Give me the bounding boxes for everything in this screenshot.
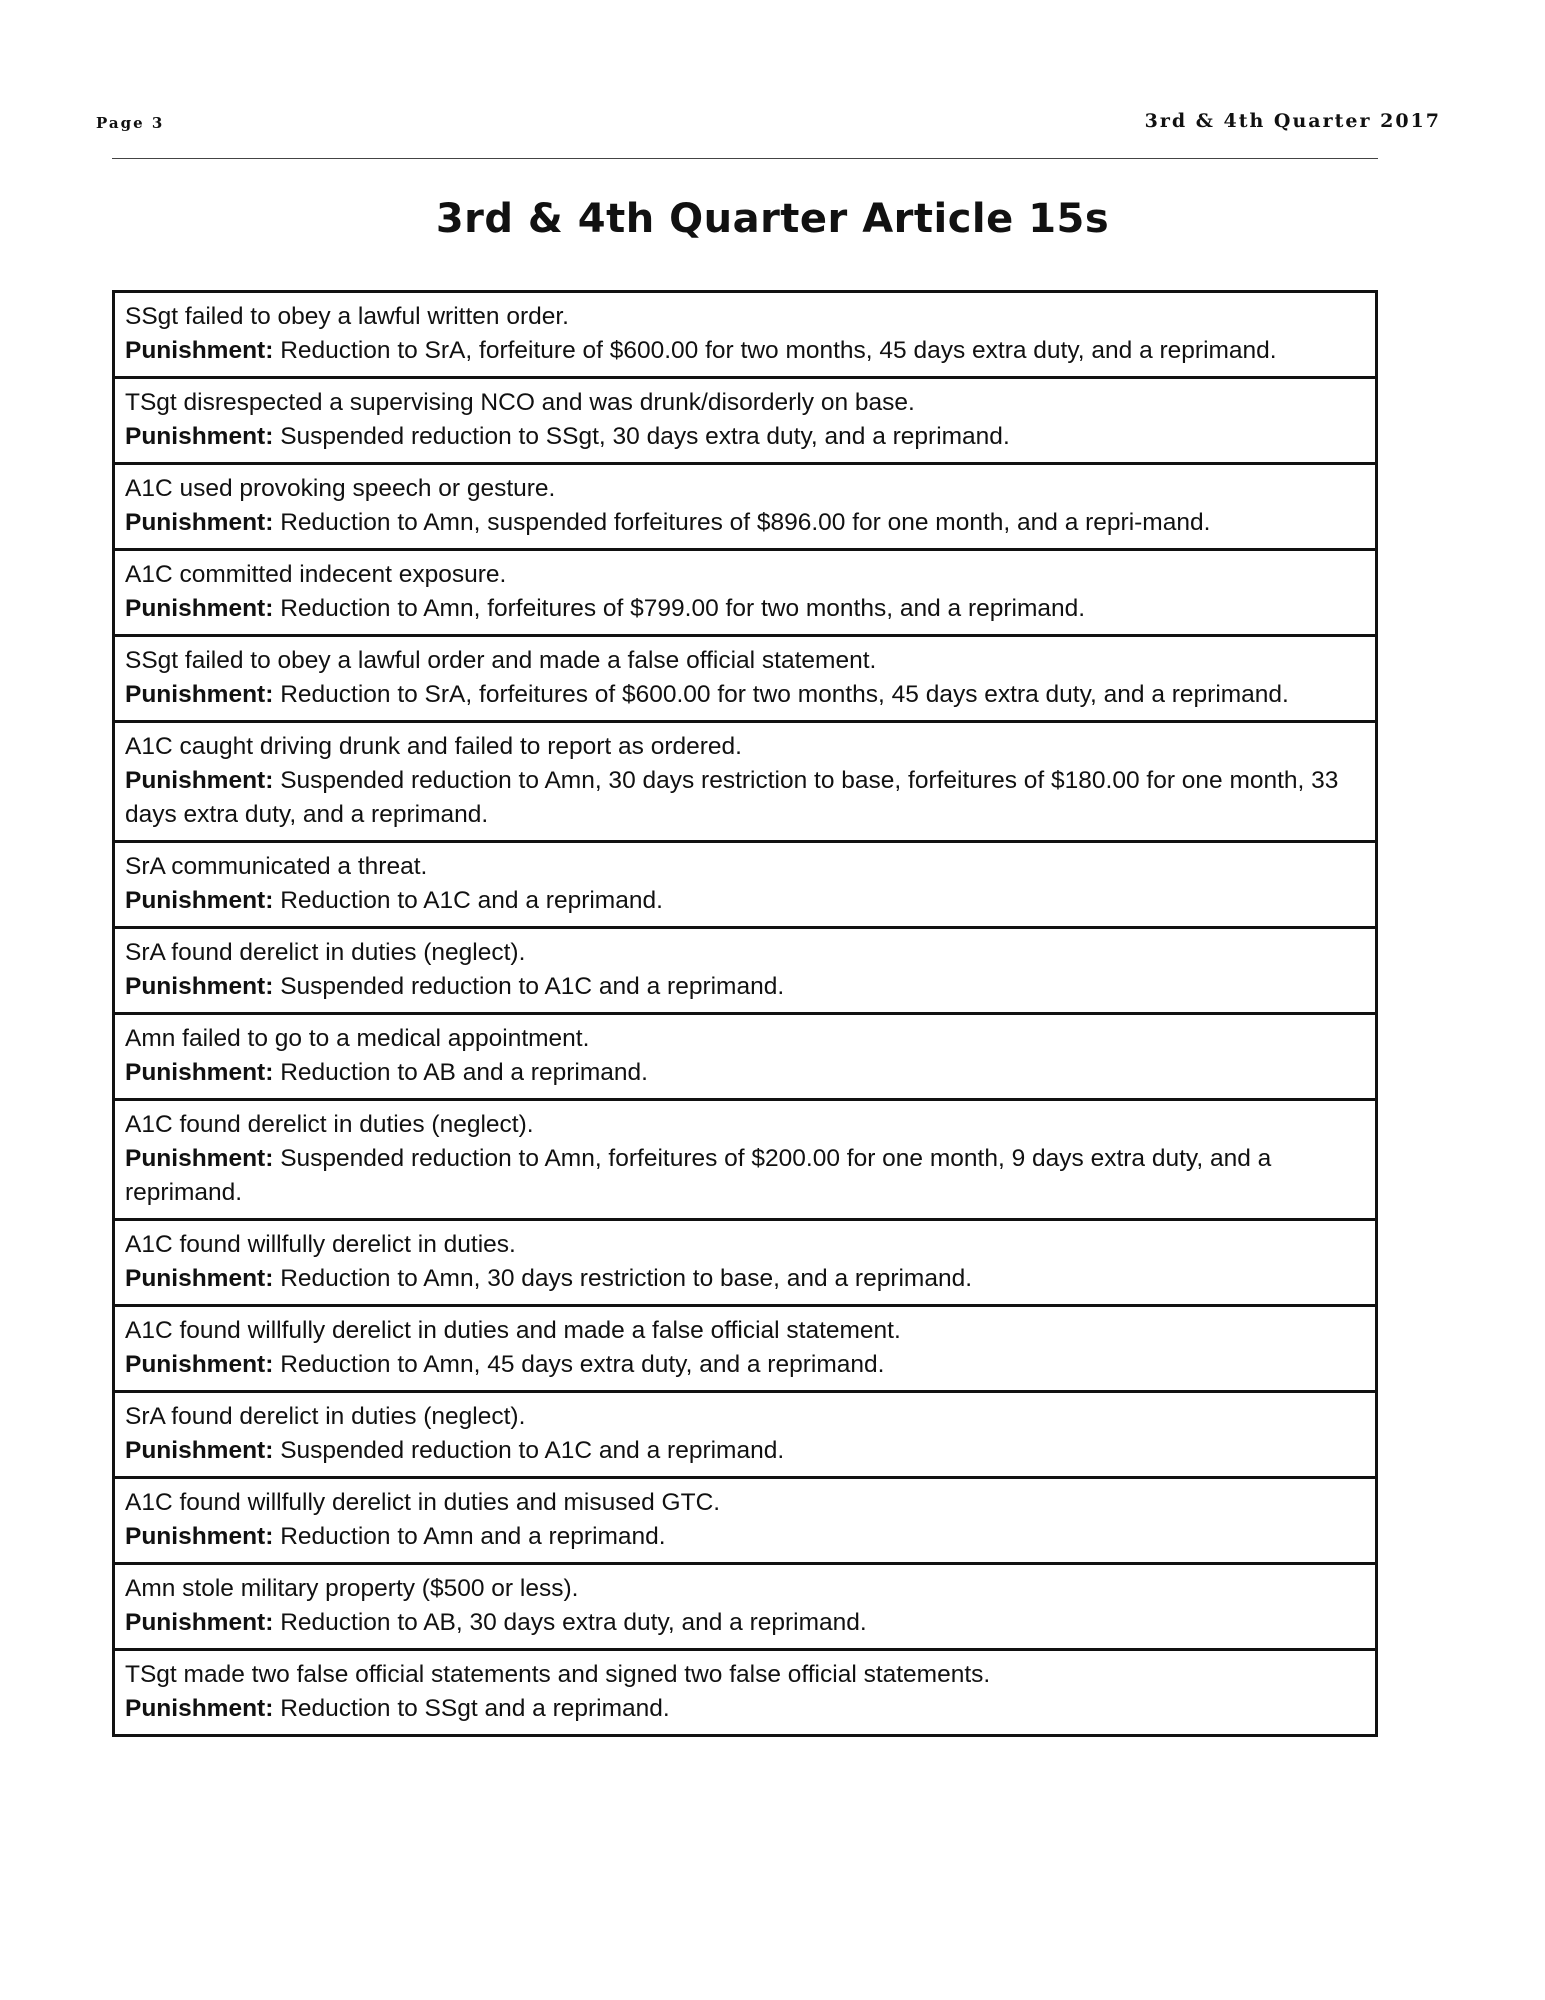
table-row bbox=[115, 551, 1375, 637]
offense-text: SrA communicated a threat. bbox=[125, 853, 428, 880]
punishment-text: Reduction to SSgt and a reprimand. bbox=[280, 1695, 670, 1722]
table-row bbox=[115, 929, 1375, 1015]
punishment-text: Reduction to AB, 30 days extra duty, and a reprimand. bbox=[280, 1609, 867, 1636]
table-row bbox=[115, 843, 1375, 929]
offense-text: A1C used provoking speech or gesture. bbox=[125, 475, 556, 502]
table-row bbox=[115, 637, 1375, 723]
punishment-text: Reduction to SrA, forfeiture of $600.00 for two months, 45 days extra duty, and a reprimand. bbox=[280, 337, 1277, 364]
offense-text: TSgt made two false official statements and signed two false official statements. bbox=[125, 1661, 991, 1688]
offense-text: A1C committed indecent exposure. bbox=[125, 561, 507, 588]
offense-text: Amn failed to go to a medical appointment. bbox=[125, 1025, 590, 1052]
table-row bbox=[115, 293, 1375, 379]
page-header bbox=[96, 110, 1441, 142]
offense-text: A1C found willfully derelict in duties and made a false official statement. bbox=[125, 1317, 901, 1344]
offense-text: A1C found willfully derelict in duties. bbox=[125, 1231, 516, 1258]
punishment-label: Punishment: bbox=[125, 1523, 274, 1550]
punishment-text: Reduction to Amn and a reprimand. bbox=[280, 1523, 666, 1550]
punishment-text: Reduction to Amn, forfeitures of $799.00 for two months, and a reprimand. bbox=[280, 595, 1086, 622]
punishment-label: Punishment: bbox=[125, 681, 274, 708]
punishment-label: Punishment: bbox=[125, 509, 274, 536]
punishment-label: Punishment: bbox=[125, 1695, 274, 1722]
table-row bbox=[115, 1221, 1375, 1307]
punishment-label: Punishment: bbox=[125, 1351, 274, 1378]
punishment-text: Suspended reduction to Amn, 30 days restriction to base, forfeitures of $180.00 for one month, 33 days extra duty, and a reprimand. bbox=[125, 767, 1339, 828]
offense-text: SSgt failed to obey a lawful written order. bbox=[125, 303, 569, 330]
punishment-text: Reduction to AB and a reprimand. bbox=[280, 1059, 648, 1086]
page-title: 3rd & 4th Quarter Article 15s bbox=[435, 196, 1110, 242]
offense-text: SrA found derelict in duties (neglect). bbox=[125, 1403, 526, 1430]
punishment-label: Punishment: bbox=[125, 1265, 274, 1292]
offense-text: A1C found willfully derelict in duties and misused GTC. bbox=[125, 1489, 721, 1516]
table-row bbox=[115, 1393, 1375, 1479]
table-row bbox=[115, 379, 1375, 465]
table-row bbox=[115, 1015, 1375, 1101]
offense-text: SSgt failed to obey a lawful order and made a false official statement. bbox=[125, 647, 877, 674]
article15-table bbox=[112, 290, 1378, 1737]
punishment-label: Punishment: bbox=[125, 337, 274, 364]
punishment-text: Reduction to A1C and a reprimand. bbox=[280, 887, 663, 914]
offense-text: A1C found derelict in duties (neglect). bbox=[125, 1111, 534, 1138]
punishment-text: Suspended reduction to Amn, forfeitures of $200.00 for one month, 9 days extra duty, and a reprimand. bbox=[125, 1145, 1272, 1206]
punishment-text: Suspended reduction to A1C and a reprimand. bbox=[280, 973, 785, 1000]
punishment-text: Suspended reduction to A1C and a reprimand. bbox=[280, 1437, 785, 1464]
punishment-label: Punishment: bbox=[125, 973, 274, 1000]
punishment-text: Reduction to Amn, 30 days restriction to base, and a reprimand. bbox=[280, 1265, 973, 1292]
table-row bbox=[115, 723, 1375, 843]
header-divider bbox=[112, 158, 1378, 159]
offense-text: Amn stole military property ($500 or less). bbox=[125, 1575, 579, 1602]
punishment-label: Punishment: bbox=[125, 887, 274, 914]
punishment-label: Punishment: bbox=[125, 1609, 274, 1636]
issue-label: 3rd & 4th Quarter 2017 bbox=[1144, 110, 1441, 132]
page-number: Page 3 bbox=[96, 114, 165, 132]
punishment-text: Reduction to SrA, forfeitures of $600.00 for two months, 45 days extra duty, and a reprimand. bbox=[280, 681, 1289, 708]
offense-text: TSgt disrespected a supervising NCO and was drunk/disorderly on base. bbox=[125, 389, 915, 416]
punishment-label: Punishment: bbox=[125, 767, 274, 794]
table-row bbox=[115, 1479, 1375, 1565]
offense-text: SrA found derelict in duties (neglect). bbox=[125, 939, 526, 966]
punishment-text: Reduction to Amn, 45 days extra duty, and a reprimand. bbox=[280, 1351, 885, 1378]
offense-text: A1C caught driving drunk and failed to report as ordered. bbox=[125, 733, 742, 760]
punishment-label: Punishment: bbox=[125, 423, 274, 450]
punishment-label: Punishment: bbox=[125, 1437, 274, 1464]
punishment-label: Punishment: bbox=[125, 595, 274, 622]
table-row bbox=[115, 1565, 1375, 1651]
table-row bbox=[115, 1101, 1375, 1221]
punishment-text: Reduction to Amn, suspended forfeitures of $896.00 for one month, and a repri-mand. bbox=[280, 509, 1211, 536]
table-row bbox=[115, 1307, 1375, 1393]
table-row bbox=[115, 1651, 1375, 1734]
punishment-text: Suspended reduction to SSgt, 30 days extra duty, and a reprimand. bbox=[280, 423, 1010, 450]
punishment-label: Punishment: bbox=[125, 1145, 274, 1172]
punishment-label: Punishment: bbox=[125, 1059, 274, 1086]
table-row bbox=[115, 465, 1375, 551]
